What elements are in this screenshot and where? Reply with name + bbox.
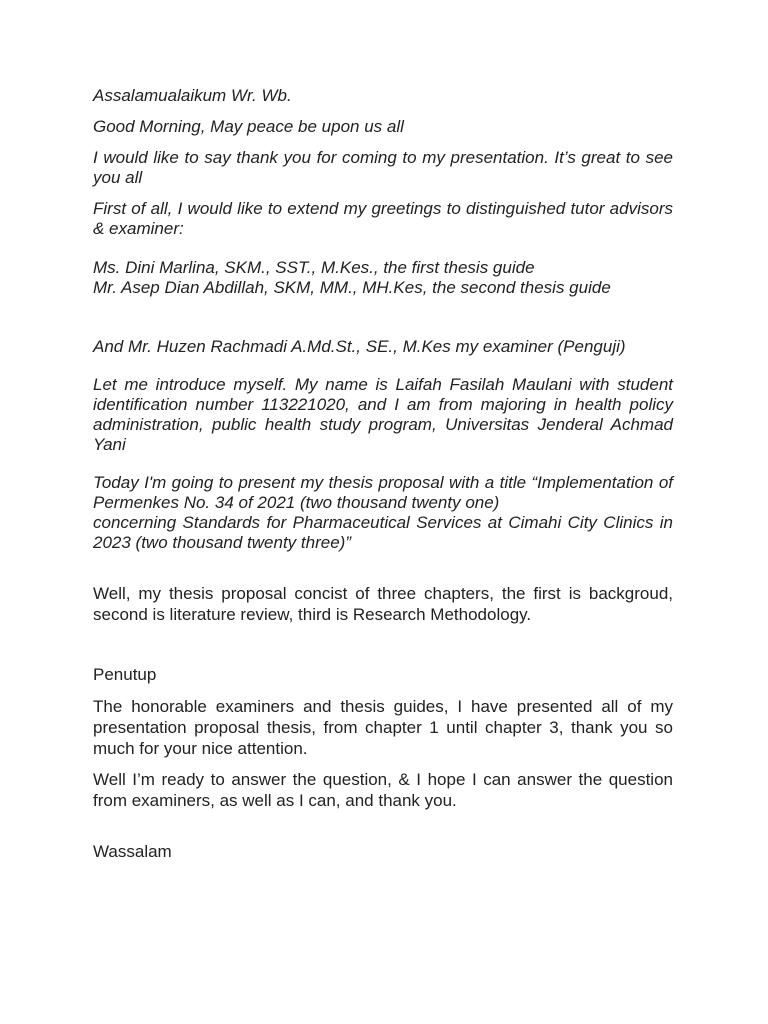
second-guide-line: Mr. Asep Dian Abdillah, SKM, MM., MH.Kes, the second thesis guide — [93, 278, 611, 297]
thesis-title-part-2: concerning Standards for Pharmaceutical Services at Cimahi City Clinics in 2023 (two thousand twenty three)” — [93, 513, 673, 552]
closing-paragraph-1: The honorable examiners and thesis guides, I have presented all of my presentation proposal thesis, from chapter 1 until chapter 3, thank you so much for your nice attention. — [93, 697, 673, 758]
first-guide-line: Ms. Dini Marlina, SKM., SST., M.Kes., the first thesis guide — [93, 258, 535, 277]
introduction-paragraph: Let me introduce myself. My name is Laifah Fasilah Maulani with student identification number 113221020, and I am from majoring in health policy administration, public health study program, Universitas Jenderal Achmad Yani — [93, 375, 673, 454]
morning-line: Good Morning, May peace be upon us all — [93, 117, 404, 136]
farewell-line: Wassalam — [93, 842, 172, 861]
thesis-title-part-1: Today I'm going to present my thesis proposal with a title “Implementation of Permenkes No. 34 of 2021 (two thousand twenty one) — [93, 473, 673, 512]
thanks-paragraph: I would like to say thank you for coming to my presentation. It’s great to see you all — [93, 148, 673, 187]
guides-list — [93, 258, 673, 298]
extend-greetings-paragraph: First of all, I would like to extend my greetings to distinguished tutor advisors & examiner: — [93, 199, 673, 238]
greeting-line: Assalamualaikum Wr. Wb. — [93, 86, 292, 105]
examiner-line: And Mr. Huzen Rachmadi A.Md.St., SE., M.Kes my examiner (Penguji) — [93, 337, 626, 356]
thesis-title-block — [93, 473, 673, 553]
closing-paragraph-2: Well I’m ready to answer the question, & I hope I can answer the question from examiners, as well as I can, and thank you. — [93, 770, 673, 810]
document-page — [93, 86, 673, 862]
chapters-paragraph: Well, my thesis proposal concist of three chapters, the first is backgroud, second is literature review, third is Research Methodology. — [93, 584, 673, 624]
closing-heading: Penutup — [93, 665, 157, 684]
